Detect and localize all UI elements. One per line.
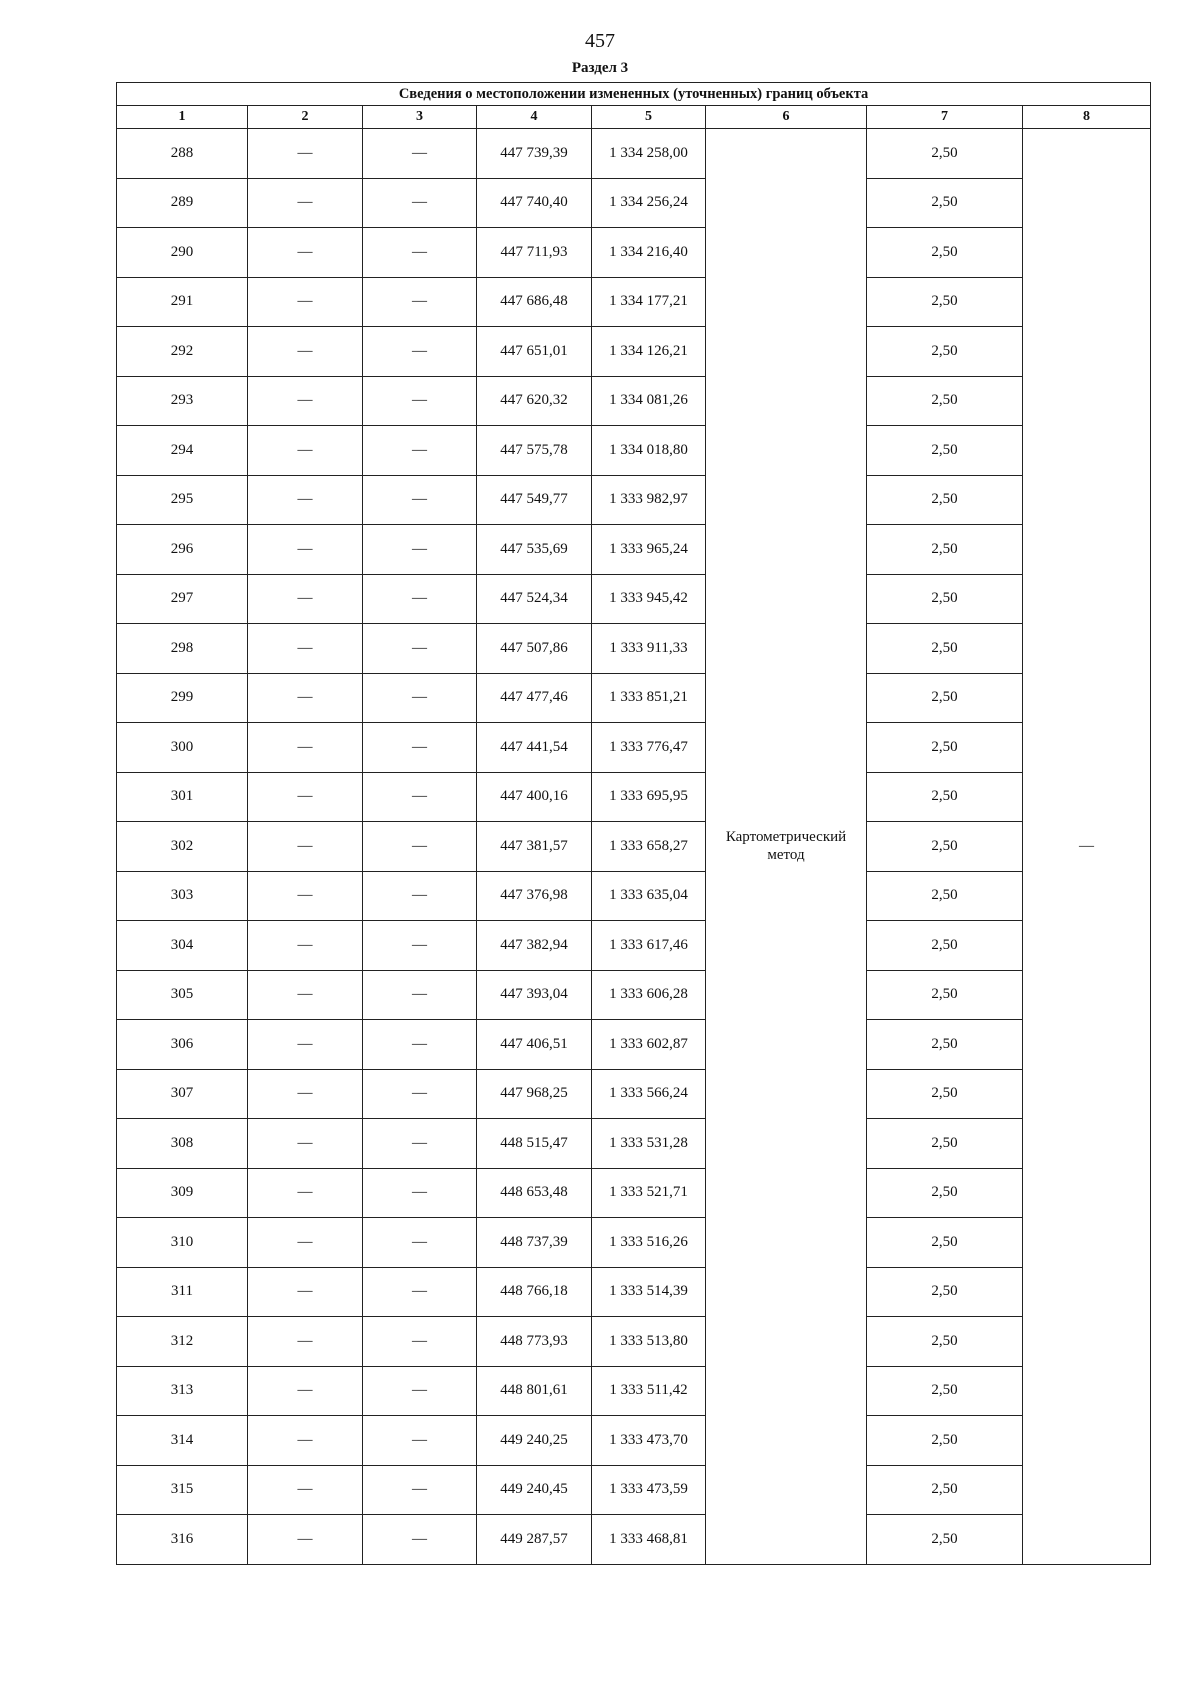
table-row bbox=[117, 525, 1151, 575]
accuracy-cell: 2,50 bbox=[867, 1465, 1023, 1515]
point-number-cell: 300 bbox=[117, 723, 248, 773]
accuracy-cell: 2,50 bbox=[867, 1515, 1023, 1565]
column-3-cell: — bbox=[363, 376, 477, 426]
coordinate-x-cell: 447 651,01 bbox=[477, 327, 592, 377]
column-2-cell: — bbox=[248, 426, 363, 476]
point-number-cell: 303 bbox=[117, 871, 248, 921]
accuracy-cell: 2,50 bbox=[867, 1267, 1023, 1317]
accuracy-cell: 2,50 bbox=[867, 1020, 1023, 1070]
column-2-cell: — bbox=[248, 772, 363, 822]
point-number-cell: 316 bbox=[117, 1515, 248, 1565]
column-2-cell: — bbox=[248, 1366, 363, 1416]
column-8-cell: — bbox=[1023, 129, 1151, 1565]
coordinate-y-cell: 1 333 602,87 bbox=[592, 1020, 706, 1070]
column-2-cell: — bbox=[248, 376, 363, 426]
table-row bbox=[117, 1267, 1151, 1317]
coordinate-x-cell: 447 620,32 bbox=[477, 376, 592, 426]
column-2-cell: — bbox=[248, 624, 363, 674]
column-2-cell: — bbox=[248, 970, 363, 1020]
coordinate-x-cell: 447 535,69 bbox=[477, 525, 592, 575]
coordinate-y-cell: 1 333 473,59 bbox=[592, 1465, 706, 1515]
coordinate-y-cell: 1 333 911,33 bbox=[592, 624, 706, 674]
table-row bbox=[117, 1119, 1151, 1169]
coordinate-x-cell: 448 801,61 bbox=[477, 1366, 592, 1416]
column-3-cell: — bbox=[363, 1465, 477, 1515]
table-row bbox=[117, 1515, 1151, 1565]
point-number-cell: 291 bbox=[117, 277, 248, 327]
coordinate-x-cell: 448 766,18 bbox=[477, 1267, 592, 1317]
column-3-cell: — bbox=[363, 1168, 477, 1218]
accuracy-cell: 2,50 bbox=[867, 1317, 1023, 1367]
point-number-cell: 304 bbox=[117, 921, 248, 971]
coordinate-x-cell: 447 507,86 bbox=[477, 624, 592, 674]
column-2-cell: — bbox=[248, 277, 363, 327]
table-caption: Сведения о местоположении измененных (уточненных) границ объекта bbox=[117, 83, 1151, 106]
coordinate-y-cell: 1 333 566,24 bbox=[592, 1069, 706, 1119]
column-2-cell: — bbox=[248, 1317, 363, 1367]
accuracy-cell: 2,50 bbox=[867, 772, 1023, 822]
coordinate-y-cell: 1 334 256,24 bbox=[592, 178, 706, 228]
coordinate-x-cell: 447 524,34 bbox=[477, 574, 592, 624]
coordinate-y-cell: 1 333 695,95 bbox=[592, 772, 706, 822]
column-2-cell: — bbox=[248, 475, 363, 525]
column-3-cell: — bbox=[363, 1317, 477, 1367]
coordinate-x-cell: 447 549,77 bbox=[477, 475, 592, 525]
point-number-cell: 311 bbox=[117, 1267, 248, 1317]
point-number-cell: 295 bbox=[117, 475, 248, 525]
coordinate-y-cell: 1 333 521,71 bbox=[592, 1168, 706, 1218]
column-2-cell: — bbox=[248, 673, 363, 723]
point-number-cell: 296 bbox=[117, 525, 248, 575]
coordinate-x-cell: 447 739,39 bbox=[477, 129, 592, 179]
point-number-cell: 298 bbox=[117, 624, 248, 674]
coordinate-y-cell: 1 333 776,47 bbox=[592, 723, 706, 773]
column-2-cell: — bbox=[248, 1465, 363, 1515]
coordinate-x-cell: 447 400,16 bbox=[477, 772, 592, 822]
table-row bbox=[117, 723, 1151, 773]
column-3-cell: — bbox=[363, 327, 477, 377]
point-number-cell: 302 bbox=[117, 822, 248, 872]
coordinate-x-cell: 447 382,94 bbox=[477, 921, 592, 971]
coordinate-y-cell: 1 334 018,80 bbox=[592, 426, 706, 476]
point-number-cell: 308 bbox=[117, 1119, 248, 1169]
coordinate-x-cell: 449 287,57 bbox=[477, 1515, 592, 1565]
column-3-cell: — bbox=[363, 574, 477, 624]
coordinate-x-cell: 447 711,93 bbox=[477, 228, 592, 278]
coordinate-y-cell: 1 333 635,04 bbox=[592, 871, 706, 921]
column-2-cell: — bbox=[248, 1119, 363, 1169]
table-row bbox=[117, 1317, 1151, 1367]
column-number-row bbox=[117, 106, 1151, 129]
point-number-cell: 292 bbox=[117, 327, 248, 377]
column-number-2: 2 bbox=[248, 106, 363, 129]
column-2-cell: — bbox=[248, 1069, 363, 1119]
point-number-cell: 307 bbox=[117, 1069, 248, 1119]
accuracy-cell: 2,50 bbox=[867, 277, 1023, 327]
column-number-7: 7 bbox=[867, 106, 1023, 129]
coordinate-x-cell: 447 376,98 bbox=[477, 871, 592, 921]
accuracy-cell: 2,50 bbox=[867, 1416, 1023, 1466]
table-row bbox=[117, 1069, 1151, 1119]
column-number-8: 8 bbox=[1023, 106, 1151, 129]
table-row bbox=[117, 475, 1151, 525]
accuracy-cell: 2,50 bbox=[867, 1119, 1023, 1169]
coordinate-x-cell: 448 773,93 bbox=[477, 1317, 592, 1367]
point-number-cell: 306 bbox=[117, 1020, 248, 1070]
column-3-cell: — bbox=[363, 475, 477, 525]
column-2-cell: — bbox=[248, 1416, 363, 1466]
table-row bbox=[117, 1020, 1151, 1070]
column-3-cell: — bbox=[363, 129, 477, 179]
table-row bbox=[117, 772, 1151, 822]
column-3-cell: — bbox=[363, 970, 477, 1020]
accuracy-cell: 2,50 bbox=[867, 525, 1023, 575]
column-3-cell: — bbox=[363, 228, 477, 278]
column-2-cell: — bbox=[248, 574, 363, 624]
accuracy-cell: 2,50 bbox=[867, 1069, 1023, 1119]
point-number-cell: 305 bbox=[117, 970, 248, 1020]
column-2-cell: — bbox=[248, 178, 363, 228]
page-number: 457 bbox=[585, 30, 615, 52]
point-number-cell: 315 bbox=[117, 1465, 248, 1515]
column-3-cell: — bbox=[363, 871, 477, 921]
column-3-cell: — bbox=[363, 1366, 477, 1416]
table-row bbox=[117, 376, 1151, 426]
column-2-cell: — bbox=[248, 228, 363, 278]
column-3-cell: — bbox=[363, 1119, 477, 1169]
column-number-4: 4 bbox=[477, 106, 592, 129]
column-3-cell: — bbox=[363, 178, 477, 228]
column-3-cell: — bbox=[363, 772, 477, 822]
accuracy-cell: 2,50 bbox=[867, 1218, 1023, 1268]
boundary-coordinates-table bbox=[116, 82, 1151, 1565]
column-3-cell: — bbox=[363, 1020, 477, 1070]
table-row bbox=[117, 1465, 1151, 1515]
point-number-cell: 310 bbox=[117, 1218, 248, 1268]
accuracy-cell: 2,50 bbox=[867, 327, 1023, 377]
table-row bbox=[117, 327, 1151, 377]
accuracy-cell: 2,50 bbox=[867, 1168, 1023, 1218]
coordinate-y-cell: 1 333 617,46 bbox=[592, 921, 706, 971]
column-2-cell: — bbox=[248, 1168, 363, 1218]
column-3-cell: — bbox=[363, 1416, 477, 1466]
table-row bbox=[117, 624, 1151, 674]
coordinate-x-cell: 447 441,54 bbox=[477, 723, 592, 773]
point-number-cell: 289 bbox=[117, 178, 248, 228]
coordinate-y-cell: 1 333 468,81 bbox=[592, 1515, 706, 1565]
table-row bbox=[117, 178, 1151, 228]
column-2-cell: — bbox=[248, 1515, 363, 1565]
column-number-6: 6 bbox=[706, 106, 867, 129]
column-2-cell: — bbox=[248, 921, 363, 971]
coordinate-x-cell: 447 740,40 bbox=[477, 178, 592, 228]
coordinate-x-cell: 447 575,78 bbox=[477, 426, 592, 476]
accuracy-cell: 2,50 bbox=[867, 475, 1023, 525]
coordinate-y-cell: 1 333 511,42 bbox=[592, 1366, 706, 1416]
point-number-cell: 312 bbox=[117, 1317, 248, 1367]
coordinate-y-cell: 1 334 258,00 bbox=[592, 129, 706, 179]
coordinate-y-cell: 1 333 531,28 bbox=[592, 1119, 706, 1169]
table-row bbox=[117, 426, 1151, 476]
column-3-cell: — bbox=[363, 624, 477, 674]
coordinate-x-cell: 449 240,45 bbox=[477, 1465, 592, 1515]
column-3-cell: — bbox=[363, 277, 477, 327]
point-number-cell: 297 bbox=[117, 574, 248, 624]
accuracy-cell: 2,50 bbox=[867, 624, 1023, 674]
coordinate-x-cell: 447 406,51 bbox=[477, 1020, 592, 1070]
table-body bbox=[117, 129, 1151, 1565]
table-row bbox=[117, 1218, 1151, 1268]
accuracy-cell: 2,50 bbox=[867, 822, 1023, 872]
coordinate-y-cell: 1 333 606,28 bbox=[592, 970, 706, 1020]
accuracy-cell: 2,50 bbox=[867, 921, 1023, 971]
table-row bbox=[117, 574, 1151, 624]
method-cell: Картометрический метод bbox=[706, 129, 867, 1565]
point-number-cell: 309 bbox=[117, 1168, 248, 1218]
accuracy-cell: 2,50 bbox=[867, 178, 1023, 228]
column-2-cell: — bbox=[248, 1267, 363, 1317]
accuracy-cell: 2,50 bbox=[867, 673, 1023, 723]
accuracy-cell: 2,50 bbox=[867, 574, 1023, 624]
table-row bbox=[117, 822, 1151, 872]
point-number-cell: 288 bbox=[117, 129, 248, 179]
table-row bbox=[117, 1168, 1151, 1218]
accuracy-cell: 2,50 bbox=[867, 970, 1023, 1020]
accuracy-cell: 2,50 bbox=[867, 376, 1023, 426]
coordinate-x-cell: 447 686,48 bbox=[477, 277, 592, 327]
accuracy-cell: 2,50 bbox=[867, 426, 1023, 476]
column-3-cell: — bbox=[363, 1069, 477, 1119]
coordinate-y-cell: 1 333 658,27 bbox=[592, 822, 706, 872]
coordinate-y-cell: 1 334 177,21 bbox=[592, 277, 706, 327]
table-row bbox=[117, 228, 1151, 278]
table-row bbox=[117, 1416, 1151, 1466]
accuracy-cell: 2,50 bbox=[867, 228, 1023, 278]
column-2-cell: — bbox=[248, 723, 363, 773]
point-number-cell: 290 bbox=[117, 228, 248, 278]
coordinate-x-cell: 447 393,04 bbox=[477, 970, 592, 1020]
column-2-cell: — bbox=[248, 1020, 363, 1070]
column-3-cell: — bbox=[363, 673, 477, 723]
coordinate-x-cell: 447 968,25 bbox=[477, 1069, 592, 1119]
accuracy-cell: 2,50 bbox=[867, 723, 1023, 773]
coordinate-y-cell: 1 333 473,70 bbox=[592, 1416, 706, 1466]
table-row bbox=[117, 921, 1151, 971]
table-row bbox=[117, 129, 1151, 179]
table-row bbox=[117, 970, 1151, 1020]
column-2-cell: — bbox=[248, 327, 363, 377]
coordinate-y-cell: 1 333 945,42 bbox=[592, 574, 706, 624]
coordinate-x-cell: 448 653,48 bbox=[477, 1168, 592, 1218]
column-3-cell: — bbox=[363, 1218, 477, 1268]
coordinate-y-cell: 1 333 513,80 bbox=[592, 1317, 706, 1367]
column-3-cell: — bbox=[363, 822, 477, 872]
column-2-cell: — bbox=[248, 822, 363, 872]
column-3-cell: — bbox=[363, 1267, 477, 1317]
coordinate-x-cell: 447 477,46 bbox=[477, 673, 592, 723]
table-row bbox=[117, 871, 1151, 921]
point-number-cell: 294 bbox=[117, 426, 248, 476]
column-2-cell: — bbox=[248, 1218, 363, 1268]
column-2-cell: — bbox=[248, 129, 363, 179]
accuracy-cell: 2,50 bbox=[867, 871, 1023, 921]
table-row bbox=[117, 277, 1151, 327]
point-number-cell: 299 bbox=[117, 673, 248, 723]
point-number-cell: 313 bbox=[117, 1366, 248, 1416]
coordinate-x-cell: 447 381,57 bbox=[477, 822, 592, 872]
point-number-cell: 314 bbox=[117, 1416, 248, 1466]
column-number-5: 5 bbox=[592, 106, 706, 129]
point-number-cell: 301 bbox=[117, 772, 248, 822]
coordinate-y-cell: 1 334 216,40 bbox=[592, 228, 706, 278]
column-2-cell: — bbox=[248, 525, 363, 575]
accuracy-cell: 2,50 bbox=[867, 129, 1023, 179]
accuracy-cell: 2,50 bbox=[867, 1366, 1023, 1416]
column-3-cell: — bbox=[363, 426, 477, 476]
coordinate-y-cell: 1 334 081,26 bbox=[592, 376, 706, 426]
table-row bbox=[117, 1366, 1151, 1416]
column-2-cell: — bbox=[248, 871, 363, 921]
coordinate-x-cell: 449 240,25 bbox=[477, 1416, 592, 1466]
coordinate-x-cell: 448 737,39 bbox=[477, 1218, 592, 1268]
section-title: Раздел 3 bbox=[571, 60, 629, 76]
coordinate-y-cell: 1 333 514,39 bbox=[592, 1267, 706, 1317]
coordinate-x-cell: 448 515,47 bbox=[477, 1119, 592, 1169]
column-3-cell: — bbox=[363, 525, 477, 575]
coordinate-y-cell: 1 333 982,97 bbox=[592, 475, 706, 525]
coordinate-y-cell: 1 333 851,21 bbox=[592, 673, 706, 723]
table-row bbox=[117, 673, 1151, 723]
coordinate-y-cell: 1 333 516,26 bbox=[592, 1218, 706, 1268]
coordinate-y-cell: 1 333 965,24 bbox=[592, 525, 706, 575]
column-number-1: 1 bbox=[117, 106, 248, 129]
column-number-3: 3 bbox=[363, 106, 477, 129]
point-number-cell: 293 bbox=[117, 376, 248, 426]
column-3-cell: — bbox=[363, 921, 477, 971]
coordinate-y-cell: 1 334 126,21 bbox=[592, 327, 706, 377]
column-3-cell: — bbox=[363, 1515, 477, 1565]
column-3-cell: — bbox=[363, 723, 477, 773]
